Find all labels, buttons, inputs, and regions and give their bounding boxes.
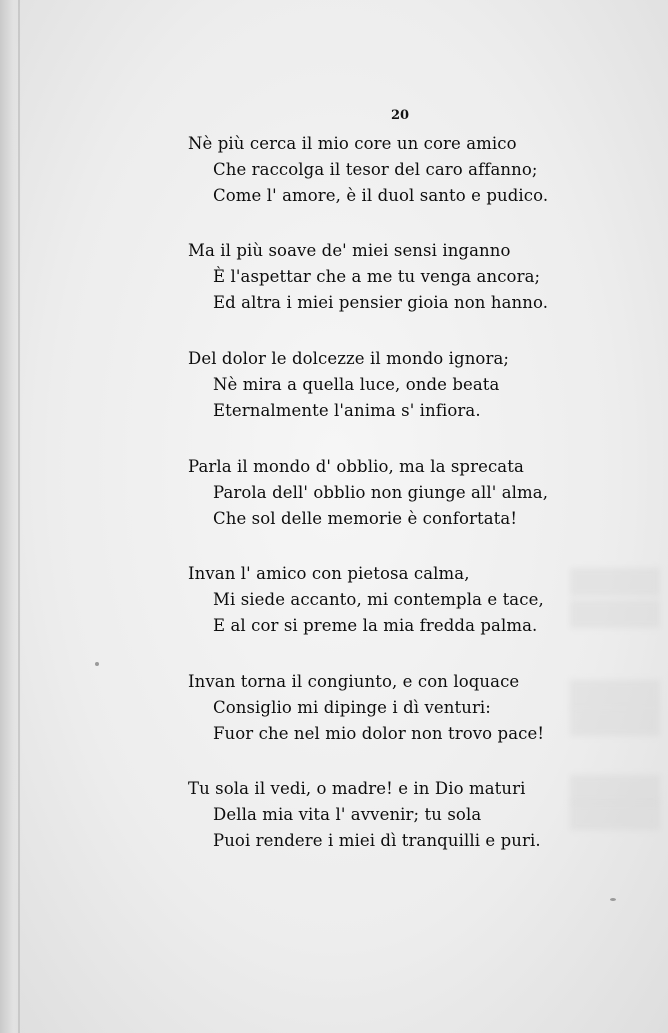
show-through-smudge — [570, 802, 660, 830]
verse-line: Puoi rendere i miei dì tranquilli e puri. — [213, 831, 541, 850]
verse-line: Nè mira a quella luce, onde beata — [213, 375, 500, 394]
stanza-7 — [188, 776, 541, 854]
verse-line: Nè più cerca il mio core un core amico — [188, 134, 517, 153]
verse-line: Che raccolga il tesor del caro affanno; — [213, 160, 538, 179]
stanza-1 — [188, 131, 548, 209]
paper-speck — [610, 898, 616, 901]
verse-line: Ma il più soave de' miei sensi inganno — [188, 241, 511, 260]
verse-line: È l'aspettar che a me tu venga ancora; — [213, 267, 541, 286]
stanza-3 — [188, 346, 509, 424]
verse-line: Come l' amore, è il duol santo e pudico. — [213, 186, 549, 205]
verse-line: Ed altra i miei pensier gioia non hanno. — [213, 293, 549, 312]
verse-line: Della mia vita l' avvenir; tu sola — [213, 805, 482, 824]
stanza-6 — [188, 669, 544, 747]
paper-speck — [95, 662, 99, 666]
verse-line: Del dolor le dolcezze il mondo ignora; — [188, 349, 510, 368]
verse-line: Invan torna il congiunto, e con loquace — [188, 672, 520, 691]
verse-line: E al cor si preme la mia fredda palma. — [213, 616, 538, 635]
verse-line: Consiglio mi dipinge i dì venturi: — [213, 698, 491, 717]
verse-line: Mi siede accanto, mi contempla e tace, — [213, 590, 544, 609]
verse-line: Parla il mondo d' obblio, ma la sprecata — [188, 457, 524, 476]
show-through-smudge — [570, 600, 660, 628]
verse-line: Invan l' amico con pietosa calma, — [188, 564, 470, 583]
verse-line: Parola dell' obblio non giunge all' alma, — [213, 483, 549, 502]
page-binding-edge — [0, 0, 22, 1033]
show-through-smudge — [570, 680, 660, 708]
stanza-2 — [188, 238, 548, 316]
show-through-smudge — [570, 775, 660, 803]
show-through-smudge — [570, 708, 660, 736]
page-number: 20 — [390, 108, 410, 123]
verse-line: Tu sola il vedi, o madre! e in Dio maturi — [188, 779, 526, 798]
stanza-4 — [188, 454, 548, 532]
stanza-5 — [188, 561, 544, 639]
show-through-smudge — [570, 568, 660, 596]
verse-line: Eternalmente l'anima s' infiora. — [213, 401, 481, 420]
verse-line: Che sol delle memorie è confortata! — [213, 509, 518, 528]
verse-line: Fuor che nel mio dolor non trovo pace! — [213, 724, 545, 743]
